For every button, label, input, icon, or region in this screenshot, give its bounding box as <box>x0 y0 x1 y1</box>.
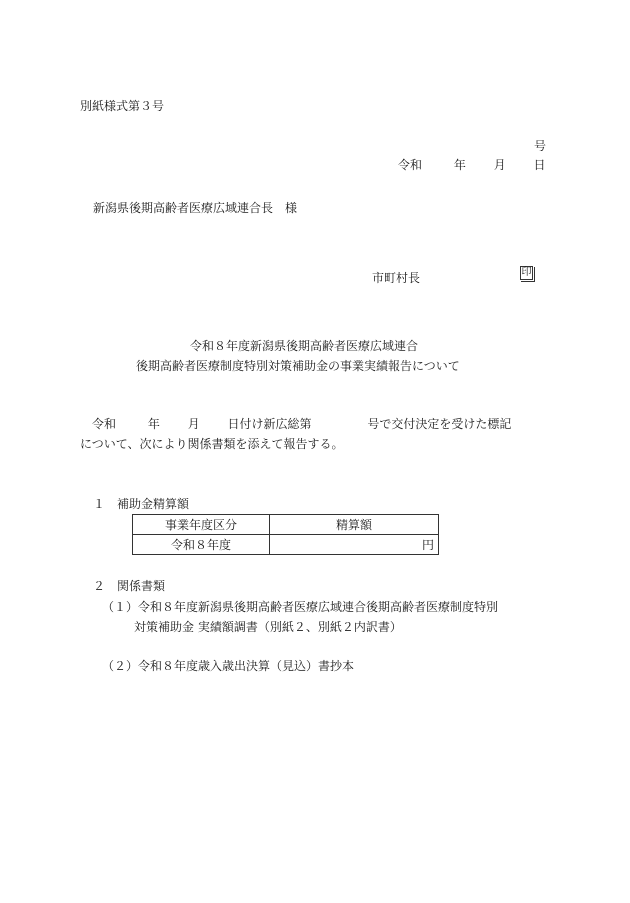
sender: 市町村長 <box>372 271 421 285</box>
table-row <box>133 535 439 555</box>
form-number: 別紙様式第３号 <box>80 99 165 113</box>
section-2-item-2: （２）令和８年度歳入歳出決算（見込）書抄本 <box>102 659 355 673</box>
body-line-2: について、次により関係書類を添えて報告する。 <box>80 437 344 451</box>
title-line-1: 令和８年度新潟県後期高齢者医療広域連合 <box>190 339 419 353</box>
table-header-row <box>133 515 439 535</box>
body-rest: 号で交付決定を受けた標記 <box>367 417 512 431</box>
table-header: 精算額 <box>270 515 439 535</box>
table-header: 事業年度区分 <box>133 515 270 535</box>
settlement-table <box>132 514 439 555</box>
date-month: 月 <box>493 158 506 172</box>
body-month: 月 <box>187 417 200 431</box>
body-line-1 <box>92 416 511 432</box>
table-cell: 円 <box>270 535 439 555</box>
section-2-item-1-line-1: （１）令和８年度新潟県後期高齢者医療広域連合後期高齢者医療制度特別 <box>102 600 499 614</box>
submission-date <box>398 157 546 173</box>
addressee: 新潟県後期高齢者医療広域連合長 様 <box>93 201 298 215</box>
body-year: 年 <box>147 417 160 431</box>
table-cell: 令和８年度 <box>133 535 270 555</box>
section-2-heading: ２ 関係書類 <box>93 579 166 593</box>
document-number-label: 号 <box>534 139 547 153</box>
date-year: 年 <box>453 158 466 172</box>
body-dated: 日付け新広総第 <box>227 417 312 431</box>
section-1-heading: １ 補助金精算額 <box>93 497 190 511</box>
section-2-item-1-line-2: 対策補助金 実績額調書（別紙２、別紙２内訳書） <box>134 620 402 634</box>
date-day: 日 <box>533 158 546 172</box>
seal-icon: 印 <box>521 267 532 278</box>
date-era: 令和 <box>398 158 423 172</box>
title-line-2: 後期高齢者医療制度特別対策補助金の事業実績報告について <box>136 359 460 373</box>
body-era: 令和 <box>92 417 117 431</box>
